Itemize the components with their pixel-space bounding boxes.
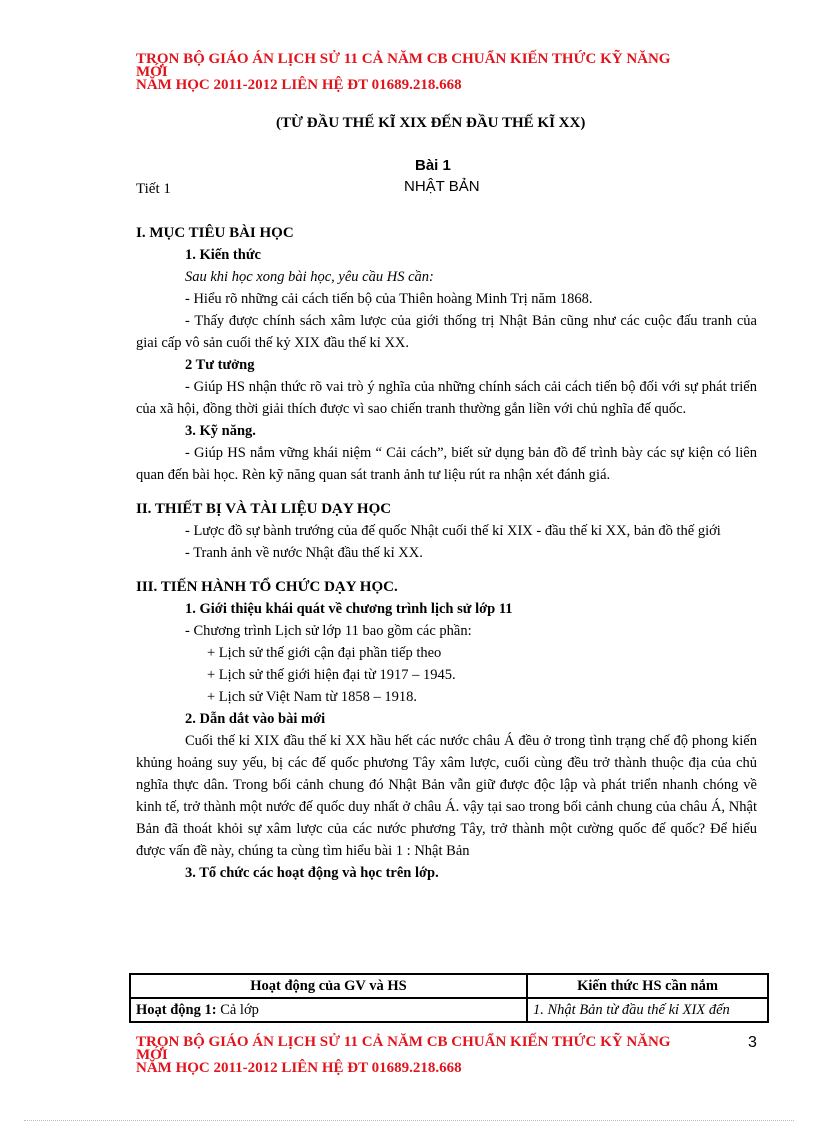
thought-item-1: - Giúp HS nhận thức rõ vai trò ý nghĩa của những chính sách cải cách tiến bộ đối với sự phát triển của xã hội, đồng thời giải thích được vì sao chiến tranh thường gắn liền với chủ nghĩa đế quốc. [136, 379, 757, 417]
page-bottom-divider [24, 1120, 794, 1121]
section-heading-objectives: I. MỤC TIÊU BÀI HỌC [136, 225, 294, 241]
header-banner-footer [136, 1036, 670, 1075]
activities-table [129, 973, 769, 1023]
subheading-overview: 1. Giới thiệu khái quát về chương trình lịch sử lớp 11 [185, 601, 513, 617]
subheading-activities: 3. Tổ chức các hoạt động và học trên lớp. [185, 865, 439, 881]
table-cell: 1. Nhật Bản từ đầu thế kỉ XIX đến [527, 998, 768, 1022]
overview-item-c: + Lịch sử Việt Nam từ 1858 – 1918. [207, 689, 418, 705]
document-subtitle: (TỪ ĐẦU THẾ KĨ XIX ĐẾN ĐẦU THẾ KĨ XX) [276, 115, 586, 131]
section-heading-procedure: III. TIẾN HÀNH TỔ CHỨC DẠY HỌC. [136, 579, 398, 595]
table-header-cell: Hoạt động của GV và HS [130, 974, 527, 998]
lesson-title: NHẬT BẢN [404, 178, 480, 195]
table-header-cell: Kiến thức HS cần nắm [527, 974, 768, 998]
overview-item-b: + Lịch sử thế giới hiện đại từ 1917 – 1945. [207, 667, 456, 683]
header-line-2: MỚI [136, 64, 168, 80]
knowledge-item-1: - Hiểu rõ những cải cách tiến bộ của Thiên hoàng Minh Trị năm 1868. [185, 291, 593, 307]
overview-item-a: + Lịch sử thế giới cận đại phần tiếp theo [207, 645, 442, 661]
equipment-item-2: - Tranh ảnh về nước Nhật đầu thế kỉ XX. [185, 545, 423, 561]
header-banner-top [136, 53, 670, 92]
section-heading-equipment: II. THIẾT BỊ VÀ TÀI LIỆU DẠY HỌC [136, 501, 392, 517]
table-row [130, 998, 768, 1022]
overview-intro: - Chương trình Lịch sử lớp 11 bao gồm các phần: [185, 623, 472, 639]
page-number: 3 [748, 1034, 757, 1051]
document-body [136, 222, 757, 884]
footer-line-1: TRỌN BỘ GIÁO ÁN LỊCH SỬ 11 CẢ NĂM CB CHUẨN KIẾN THỨC KỸ NĂNG [136, 1034, 671, 1050]
table-header-row [130, 974, 768, 998]
subheading-knowledge: 1. Kiến thức [185, 247, 261, 263]
lesson-period: Tiết 1 [136, 181, 171, 197]
footer-line-2: MỚI [136, 1047, 168, 1063]
equipment-item-1: - Lược đồ sự bành trướng của đế quốc Nhật cuối thế kỉ XIX - đầu thế kỉ XX, bản đồ thế giới [185, 523, 721, 539]
subheading-thought: 2 Tư tưởng [185, 357, 255, 373]
activity-mode: Cả lớp [216, 1001, 259, 1018]
footer-line-3: NĂM HỌC 2011-2012 LIÊN HỆ ĐT 01689.218.668 [136, 1060, 462, 1076]
activity-label: Hoạt động 1: [136, 1001, 217, 1018]
lesson-number: Bài 1 [415, 157, 451, 174]
header-line-3: NĂM HỌC 2011-2012 LIÊN HỆ ĐT 01689.218.668 [136, 77, 462, 93]
header-line-1: TRỌN BỘ GIÁO ÁN LỊCH SỬ 11 CẢ NĂM CB CHUẨN KIẾN THỨC KỸ NĂNG [136, 51, 671, 67]
knowledge-item-2: - Thấy được chính sách xâm lược của giới thống trị Nhật Bản cũng như các cuộc đấu tranh của giai cấp vô sản cuối thế kỷ XIX đầu thế kỉ XX. [136, 313, 757, 351]
introduction-paragraph: Cuối thế kỉ XIX đầu thế kỉ XX hầu hết các nước châu Á đều ở trong tình trạng chế độ phong kiến khủng hoảng suy yếu, bị các đế quốc phương Tây xâm lược, cuối cùng đều trở thành thuộc địa của chủ nghĩa thực dân. Trong bối cảnh chung đó Nhật Bản vẫn giữ được độc lập và phát triển nhanh chóng về kinh tế, trở thành một nước đế quốc duy nhất ở châu Á. vậy tại sao trong bối cảnh chung của châu Á, Nhật Bản đã thoát khỏi sự xâm lược của các nước phương Tây, trở thành một cường quốc đế quốc? Để hiểu được vấn đề này, chúng ta cùng tìm hiểu bài 1 : Nhật Bản [136, 733, 757, 859]
skills-item-1: - Giúp HS nắm vững khái niệm “ Cải cách”, biết sử dụng bản đồ để trình bày các sự kiện có liên quan đến bài học. Rèn kỹ năng quan sát tranh ảnh tư liệu rút ra nhận xét đánh giá. [136, 445, 757, 483]
knowledge-intro: Sau khi học xong bài học, yêu cầu HS cần: [185, 269, 434, 285]
subheading-introduction: 2. Dẫn dắt vào bài mới [185, 711, 326, 727]
table-cell [130, 998, 527, 1022]
subheading-skills: 3. Kỹ năng. [185, 423, 256, 439]
